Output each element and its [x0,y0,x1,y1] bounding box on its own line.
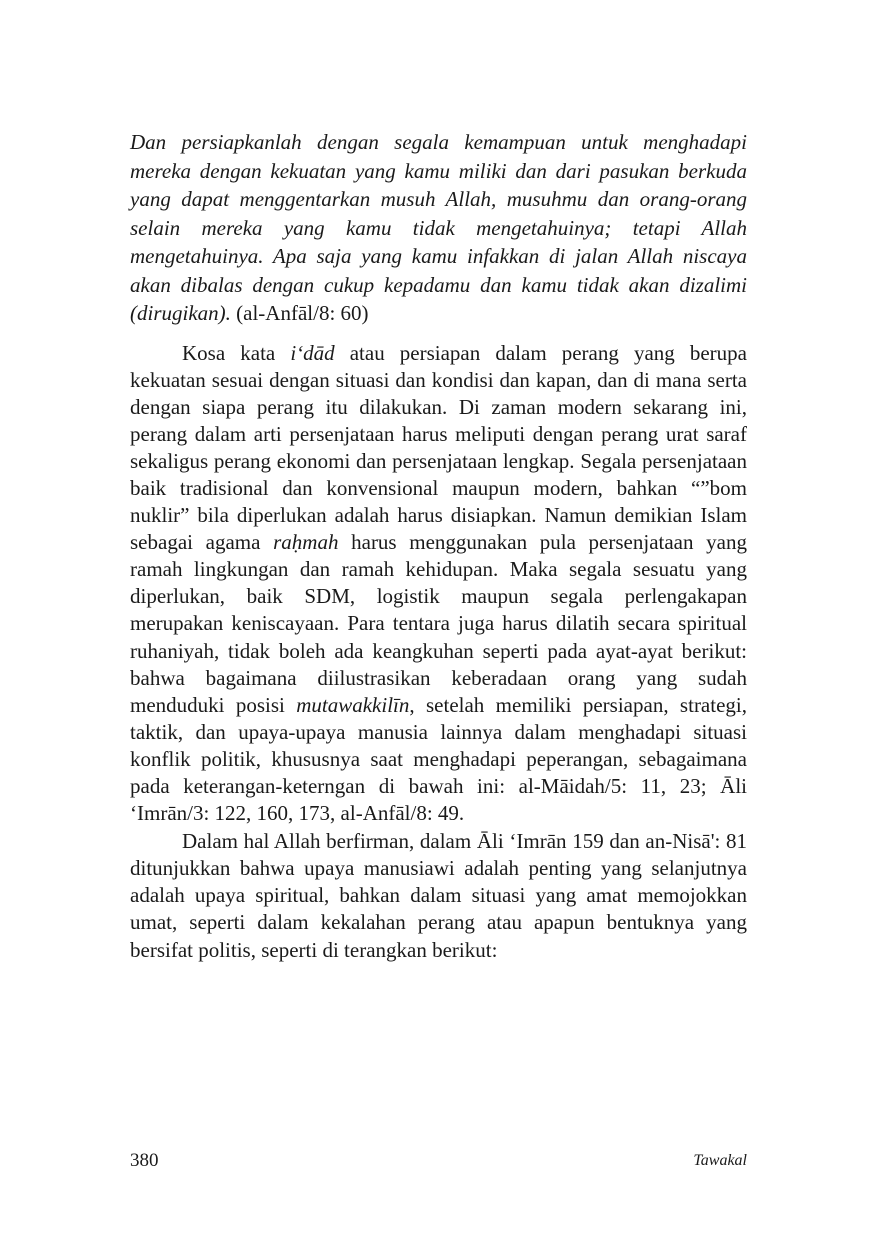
page-number: 380 [130,1150,159,1171]
verse-translation: Dan persiapkanlah dengan segala kemampuan untuk menghadapi mereka dengan kekuatan yang kamu miliki dan dari pasukan berkuda yang dapat menggentarkan musuh Allah, musuhmu dan orang-orang selain mereka yang kamu tidak mengetahuinya; tetapi Allah mengetahuinya. Apa saja yang kamu infakkan di jalan Allah niscaya akan dibalas dengan cukup kepadamu dan kamu tidak akan dizalimi (dirugikan). [130,130,747,325]
running-title: Tawakal [693,1152,747,1169]
arabic-term: i‘dād [290,340,335,365]
body-paragraph-2: Dalam hal Allah berfirman, dalam Āli ‘Imrān 159 dan an-Nisā': 81 ditunjukkan bahwa upaya manusiawi adalah penting yang selanjutnya adalah upaya spiritual, bahkan dalam situasi yang amat memojokkan umat, seperti dalam kekalahan perang atau apapun bentuknya yang bersifat politis, seperti di terangkan berikut: [130,829,747,962]
body-paragraph-1 [130,340,747,828]
arabic-term: raḥmah [273,530,339,555]
paragraph-text: harus menggunakan pula persenjataan yang ramah lingkungan dan ramah kehidupan. Maka segala sesuatu yang diperlukan, baik SDM, logistik maupun segala perlengakapan merupakan keniscayaan. Para tentara juga harus dilatih secara spiritual ruhaniyah, tidak boleh ada keangkuhan seperti pada ayat-ayat berikut: bahwa bagaimana diilustrasikan keberadaan orang yang sudah menduduki posisi [130,530,747,717]
quran-translation-block [130,128,747,328]
paragraph-text: , setelah memiliki persiapan, strategi, taktik, dan upaya-upaya manusia lainnya dalam menghadapi situasi konflik politik, khususnya saat menghadapi peperangan, sebagaimana pada keterangan-keterngan di bawah ini: al-Māidah/5: 11, 23; Āli ‘Imrān/3: 122, 160, 173, al-Anfāl/8: 49. [130,692,747,826]
page-body [130,128,747,964]
paragraph-text: atau persiapan dalam perang yang berupa kekuatan sesuai dengan situasi dan kondisi dan kapan, dan di mana serta dengan siapa perang itu dilakukan. Di zaman modern sekarang ini, perang dalam arti persenjataan harus meliputi dengan perang urat saraf sekaligus perang ekonomi dan persenjataan lengkap. Segala persenjataan baik tradisional dan konvensional maupun modern, bahkan “”bom nuklir” bila diperlukan adalah harus disiapkan. Namun demikian Islam sebagai agama [130,340,747,555]
arabic-term: mutawakkilīn [296,692,410,717]
paragraph-text: Kosa kata [182,340,291,365]
verse-reference: (al-Anfāl/8: 60) [230,301,369,325]
